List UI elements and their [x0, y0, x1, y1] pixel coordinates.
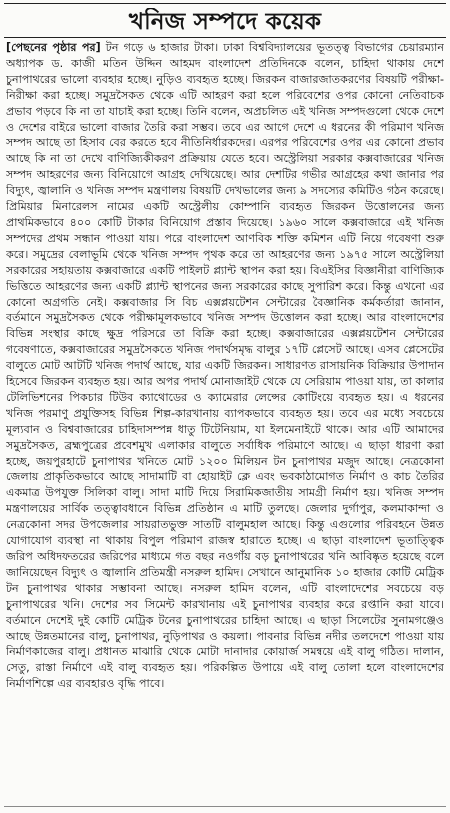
continued-from-label: [পেছনের পৃষ্ঠার পর]	[6, 41, 101, 54]
article-paragraph	[6, 40, 444, 692]
top-rule	[4, 3, 446, 4]
headline-rule	[4, 37, 446, 38]
headline: খনিজ সম্পদে কয়েক	[128, 9, 322, 35]
bottom-rule	[4, 806, 446, 807]
article-body	[6, 40, 444, 801]
article-text: টন গড়ে ৬ হাজার টাকা। ঢাকা বিশ্ববিদ্যালয়ের ভূতত্ত্ব বিভাগের চেয়ারম্যান অধ্যাপক ড. কাজী মতিন উদ্দিন আহমদ বাংলাদেশ প্রতিদিনকে বলেন, চাহিদা থাকায় দেশে চুনাপাথরের ভালো ব্যবহার হচ্ছে। নুড়িও ব্যবহৃত হচ্ছে। জিরকন বাজারজাতকরণের বিষয়টি পরীক্ষা-নিরীক্ষা করা হচ্ছে। সমুদ্রসৈকত থেকে এটি আহরণ করা হলে পরিবেশের ওপর কোনো নেতিবাচক প্রভাব পড়বে কি না তা যাচাই করা হচ্ছে। তিনি বলেন, অপ্রচলিত এই খনিজ সম্পদগুলো থেকে দেশে ও দেশের বাইরে ভালো বাজার তৈরি করা সম্ভব। তবে এর আগে দেশে এ ধরনের কী পরিমাণ খনিজ সম্পদ আছে তা হিসাব বের করতে হবে নীতিনির্ধারকদের। এরপর পরিবেশের ওপর এর কোনো প্রভাব আছে কি না তা দেখে বাণিজ্যিকীকরণ প্রক্রিয়ায় যেতে হবে। অস্ট্রেলিয়া সরকার কক্সবাজারের খনিজ সম্পদ আহরণের জন্য বিনিয়োগে আগ্রহ দেখিয়েছে। আর দেশটির গভীর আগ্রহের কথা জানার পর বিদ্যুৎ, জ্বালানি ও খনিজ সম্পদ মন্ত্রণালয় বিষয়টি দেখভালের জন্য ৯ সদস্যের কমিটিও গঠন করেছে। প্রিমিয়ার মিনারেলস নামের একটি অস্ট্রেলীয় কোম্পানি ব্যবহৃত জিরকন উত্তোলনের জন্য প্রাথমিকভাবে ৪০০ কোটি টাকার বিনিয়োগ প্রস্তাব দিয়েছে। ১৯৬০ সালে কক্সবাজারে এই খনিজ সম্পদের প্রথম সন্ধান পাওয়া যায়। পরে বাংলাদেশ আণবিক শক্তি কমিশন এটি নিয়ে গবেষণা শুরু করে। সমুদ্রের বেলাভূমি থেকে খনিজ সম্পদ পৃথক করে তা আহরণের জন্য ১৯৭৫ সালে অস্ট্রেলিয়া সরকারের সহায়তায় কক্সবাজারে একটি পাইলট প্ল্যান্ট স্থাপন করা হয়। বিএইসির বিজ্ঞানীরা বাণিজ্যিক ভিত্তিতে আহরণের জন্য একটি প্ল্যান্ট স্থাপনের জন্য সরকারের কাছে সুপারিশ করে। কিন্তু এখনো এর কোনো অগ্রগতি নেই। কক্সবাজার সি বিচ এক্সপ্লয়টেশন সেন্টারের বৈজ্ঞানিক কর্মকর্তারা জানান, বর্তমানে সমুদ্রসৈকত থেকে পরীক্ষামূলকভাবে খনিজ সম্পদ উত্তোলন করা হচ্ছে। আর বাংলাদেশের বিভিন্ন সংস্থার কাছে ক্ষুদ্র পরিসরে তা বিক্রি করা হচ্ছে। কক্সবাজারের এক্সপ্লয়টেশন সেন্টারের গবেষণাতে, কক্সবাজারের সমুদ্রসৈকতে খনিজ পদার্থসমৃদ্ধ বালুর ১৭টি প্লেসেট আছে। এসব প্লেসেটের বালুতে মোট আটটি খনিজ পদার্থ আছে, যার একটি জিরকন। সাধারণত রাসায়নিক বিক্রিয়ার উপাদান হিসেবে জিরকন ব্যবহৃত হয়। আর অপর পদার্থ মোনাজাইট থেকে যে সেরিয়াম পাওয়া যায়, তা কালার টেলিভিশনের পিকচার টিউব ক্যাথোডের ও ক্যামেরার লেন্সের কোটিংয়ে ব্যবহৃত হয়। এ ধরনের খনিজ পরমাণু প্রযুক্তিসহ বিভিন্ন শিল্প-কারখানায় ব্যাপকভাবে ব্যবহৃত হয়। তবে এর মধ্যে সবচেয়ে মূল্যবান ও বিশ্ববাজারের চাহিদাসম্পন্ন ধাতু টিটেনিয়াম, যা ইলমেনাইটে থাকে। আর এটি আমাদের সমুদ্রসৈকত, ব্রহ্মপুত্রের প্রবেশমুখ এলাকার বালুতে সর্বাধিক পরিমাণে আছে। এ ছাড়া ধারণা করা হচ্ছে, জয়পুরহাটে চুনাপাথর খনিতে মোট ১২০০ মিলিয়ন টন চুনাপাথর মজুদ আছে। নেত্রকোনা জেলায় প্রাকৃতিকভাবে আছে সাদামাটি বা হোয়াইট ক্লে এবং ভবকাঠামোগত নির্মাণ ও কাচ তৈরির একমাত্র উপযুক্ত সিলিকা বালু। সাদা মাটি দিয়ে সিরামিকজাতীয় সামগ্রী নির্মাণ হয়। খনিজ সম্পদ মন্ত্রণালয়ের সার্বিক তত্ত্বাবধানে বিভিন্ন প্রতিষ্ঠান এ মাটি তুলছে। জেলার দুর্গাপুর, কলমাকান্দা ও নেত্রকোনা সদর উপজেলার সায়রাতভুক্ত সাতটি বালুমহাল আছে। কিন্তু এগুলোর পরিবহনে উন্নত যোগাযোগ ব্যবস্থা না থাকায় বিপুল পরিমাণ রাজস্ব হারাতে হচ্ছে। এ ছাড়া বাংলাদেশ ভূতাত্ত্বিক জরিপ অধিদফতরের জরিপের মাধ্যমে গত বছর নওগাঁয় বড় চুনাপাথরের খনি আবিষ্কৃত হয়েছে বলে জানিয়েছেন বিদ্যুৎ ও জ্বালানি প্রতিমন্ত্রী নসরুল হামিদ। সেখানে আনুমানিক ১০ হাজার কোটি মেট্রিক টন চুনাপাথর থাকার সম্ভাবনা আছে। নসরুল হামিদ বলেন, এটি বাংলাদেশের সবচেয়ে বড় চুনাপাথরের খনি। দেশের সব সিমেন্ট কারখানায় এই চুনাপাথর ব্যবহার করে রপ্তানি করা যাবে। বর্তমানে দেশেই দুই কোটি মেট্রিক টনের চুনাপাথরের চাহিদা আছে। এ ছাড়া সিলেটের সুনামগঞ্জেও আছে উন্নতমানের বালু, চুনাপাথর, নুড়িপাথর ও কয়লা। পাবনার বিভিন্ন নদীর তলদেশে পাওয়া যায় নির্মাণকাজের বালু। প্রধানত মাঝারি থেকে মোটা দানাদার কোয়ার্জ সমন্বয়ে এই বালু গঠিত। দালান, সেতু, রাস্তা নির্মাণে এই বালু ব্যবহৃত হয়। পরিকল্পিত উপায়ে এই বালু তোলা হলে বাংলাদেশের নির্মাণশিল্পে এর ব্যবহারও বৃদ্ধি পাবে।	[6, 41, 444, 691]
